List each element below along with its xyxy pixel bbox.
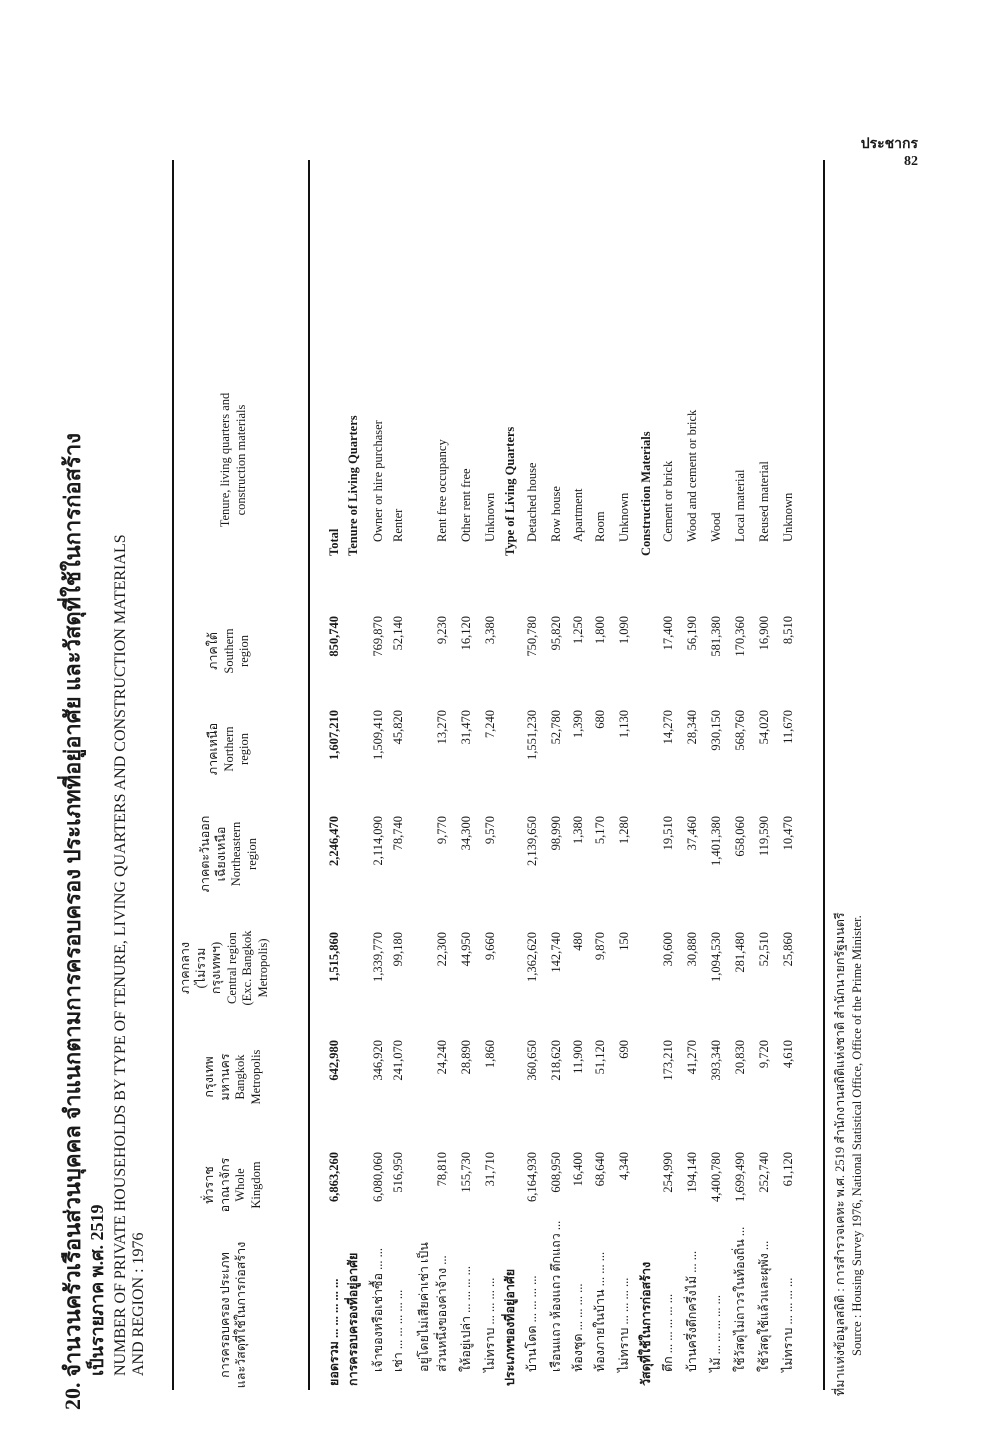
row-label-thai: การครอบครองที่อยู่อาศัย: [346, 1252, 360, 1386]
cell-value: 194,140: [685, 1152, 699, 1193]
cell-value: 11,900: [571, 1040, 585, 1074]
row-label-thai: เรือนแถว ห้องแถว ตึกแถว ...: [549, 1220, 563, 1372]
row-label-english: Room: [593, 511, 607, 542]
cell-value: 31,710: [483, 1152, 497, 1187]
cell-value: 17,400: [661, 616, 675, 651]
table-row: [568, 160, 588, 1390]
cell-value: 1,280: [617, 816, 631, 845]
row-label-english: Tenure of Living Quarters: [346, 415, 360, 556]
cell-value: 581,380: [709, 616, 723, 657]
cell-value: 850,740: [327, 616, 341, 657]
cell-value: 16,900: [757, 616, 771, 651]
cell-value: 281,480: [733, 932, 747, 973]
cell-value: 8,510: [781, 616, 795, 645]
cell-value: 28,890: [459, 1040, 473, 1075]
cell-value: 52,140: [391, 616, 405, 651]
cell-value: 24,240: [435, 1040, 449, 1075]
cell-value: 218,620: [549, 1040, 563, 1081]
cell-value: 642,980: [327, 1040, 341, 1081]
section-label: ประชากร: [860, 137, 918, 152]
cell-value: 99,180: [391, 932, 405, 967]
cell-value: 173,210: [661, 1040, 675, 1081]
table-title: [60, 150, 148, 1410]
cell-value: 78,740: [391, 816, 405, 851]
cell-value: 1,509,410: [371, 710, 385, 760]
table-body: [310, 160, 825, 1390]
cell-value: 9,870: [593, 932, 607, 961]
title-thai-line1: จำนวนครัวเรือนส่วนบุคคล จำแนกตามการครอบครอง ประเภทที่อยู่อาศัย และวัสดุที่ใช้ในการก่อสร้าง: [60, 433, 85, 1377]
cell-value: 7,240: [483, 710, 497, 739]
row-label-thai: เช่า ... ... ... ... ...: [391, 1289, 405, 1372]
cell-value: 25,860: [781, 932, 795, 967]
table-row: [778, 160, 798, 1390]
cell-value: 6,863,260: [327, 1152, 341, 1202]
cell-value: 37,460: [685, 816, 699, 851]
cell-value: 170,360: [733, 616, 747, 657]
table-row: [614, 160, 634, 1390]
header-southern: ภาคใต้ Southern region: [206, 628, 251, 674]
cell-value: 16,120: [459, 616, 473, 651]
cell-value: 1,515,860: [327, 932, 341, 982]
cell-value: 346,920: [371, 1040, 385, 1081]
cell-value: 155,730: [459, 1152, 473, 1193]
cell-value: 52,780: [549, 710, 563, 745]
cell-value: 1,699,490: [733, 1152, 747, 1202]
cell-value: 2,246,470: [327, 816, 341, 866]
row-label-thai: ไม่ทราบ ... ... ... ...: [483, 1277, 497, 1372]
cell-value: 252,740: [757, 1152, 771, 1193]
row-label-english: Unknown: [483, 492, 497, 542]
cell-value: 11,670: [781, 710, 795, 744]
source-note: [832, 912, 866, 1396]
cell-value: 142,740: [549, 932, 563, 973]
cell-value: 150: [617, 932, 631, 951]
table-row: [343, 160, 363, 1390]
table-row: [480, 160, 500, 1390]
table-header: [172, 160, 310, 1390]
row-label-thai: ให้อยู่เปล่า ... ... ... ...: [459, 1265, 473, 1372]
cell-value: 241,070: [391, 1040, 405, 1081]
cell-value: 1,130: [617, 710, 631, 739]
cell-value: 690: [617, 1040, 631, 1059]
table-row: [706, 160, 726, 1390]
cell-value: 44,950: [459, 932, 473, 967]
header-northern: ภาคเหนือ Northern region: [206, 722, 251, 776]
row-label-english: Row house: [549, 486, 563, 542]
cell-value: 4,610: [781, 1040, 795, 1069]
source-english: Source : Housing Survey 1976, National Statistical Office, Office of the Prime Minister.: [850, 915, 864, 1356]
row-label-english: Unknown: [617, 492, 631, 542]
cell-value: 51,120: [593, 1040, 607, 1075]
cell-value: 516,950: [391, 1152, 405, 1193]
source-thai: ที่มาแห่งข้อมูลสถิติ : การสำรวจเคหะ พ.ศ. 2519 สำนักงานสถิติแห่งชาติ สำนักนายกรัฐมนตรี: [833, 912, 847, 1396]
cell-value: 28,340: [685, 710, 699, 745]
cell-value: 41,270: [685, 1040, 699, 1075]
cell-value: 1,362,620: [525, 932, 539, 982]
cell-value: 680: [593, 710, 607, 729]
cell-value: 1,250: [571, 616, 585, 645]
row-label-english: Apartment: [571, 488, 585, 542]
table-row: [636, 160, 656, 1390]
cell-value: 19,510: [661, 816, 675, 851]
row-label-thai: วัสดุที่ใช้ในการก่อสร้าง: [639, 1261, 653, 1386]
cell-value: 9,570: [483, 816, 497, 845]
cell-value: 10,470: [781, 816, 795, 851]
table-row: [658, 160, 678, 1390]
cell-value: 22,300: [435, 932, 449, 967]
cell-value: 1,090: [617, 616, 631, 645]
header-bangkok: กรุงเทพ มหานคร Bangkok Metropolis: [202, 1049, 263, 1105]
header-english-label: Tenure, living quarters and construction materials: [218, 392, 248, 528]
cell-value: 1,607,210: [327, 710, 341, 760]
cell-value: 1,380: [571, 816, 585, 845]
cell-value: 9,720: [757, 1040, 771, 1069]
table-row: [546, 160, 566, 1390]
cell-value: 13,270: [435, 710, 449, 745]
table-row: [368, 160, 388, 1390]
row-label-thai: ยอดรวม ... ... ... ... ...: [327, 1278, 341, 1386]
row-label-english: Local material: [733, 469, 747, 542]
title-english-line1: NUMBER OF PRIVATE HOUSEHOLDS BY TYPE OF TENURE, LIVING QUARTERS AND CONSTRUCTION MATERIALS: [112, 534, 129, 1376]
row-label-thai: ไม่ทราบ ... ... ... ...: [617, 1277, 631, 1372]
cell-value: 14,270: [661, 710, 675, 745]
row-label-english: Renter: [391, 508, 405, 542]
cell-value: 254,990: [661, 1152, 675, 1193]
cell-value: 95,820: [549, 616, 563, 651]
title-thai-line2: เป็นรายภาค พ.ศ. 2519: [87, 1204, 107, 1376]
row-label-thai: เจ้าของหรือเช่าซื้อ ... ...: [371, 1248, 385, 1372]
row-label-english: Wood and cement or brick: [685, 409, 699, 542]
row-label-english: Total: [327, 528, 341, 556]
table-row: [500, 160, 520, 1390]
cell-value: 4,400,780: [709, 1152, 723, 1202]
cell-value: 20,830: [733, 1040, 747, 1075]
row-label-thai: ห้องภายในบ้าน ... ... ...: [593, 1251, 607, 1372]
cell-value: 56,190: [685, 616, 699, 651]
row-label-thai: ประเภทของที่อยู่อาศัย: [503, 1268, 517, 1386]
rotated-page: [60, 150, 940, 1410]
cell-value: 16,400: [571, 1152, 585, 1187]
row-label-thai: ส่วนหนึ่งของค่าจ้าง ...: [435, 1255, 449, 1372]
cell-value: 2,114,090: [371, 816, 385, 866]
row-label-english: Type of Living Quarters: [503, 426, 517, 556]
row-label-thai: ตึก ... ... ... ... ...: [661, 1293, 675, 1372]
cell-value: 3,380: [483, 616, 497, 645]
table-row: [456, 160, 476, 1390]
row-label-thai: บ้านครึ่งตึกครึ่งไม้ ... ...: [685, 1250, 699, 1372]
row-label-english: Cement or brick: [661, 460, 675, 542]
cell-value: 4,340: [617, 1152, 631, 1181]
table-row: [432, 160, 452, 1390]
cell-value: 480: [571, 932, 585, 951]
cell-value: 6,080,060: [371, 1152, 385, 1202]
table-number: 20.: [60, 1382, 85, 1410]
row-label-english: Construction Materials: [639, 431, 653, 556]
cell-value: 1,339,770: [371, 932, 385, 982]
table-row: [324, 160, 344, 1390]
data-table: [172, 160, 825, 1390]
cell-value: 9,770: [435, 816, 449, 845]
cell-value: 393,340: [709, 1040, 723, 1081]
table-row: [522, 160, 542, 1390]
cell-value: 68,640: [593, 1152, 607, 1187]
cell-value: 1,551,230: [525, 710, 539, 760]
cell-value: 61,120: [781, 1152, 795, 1187]
cell-value: 1,390: [571, 710, 585, 739]
cell-value: 78,810: [435, 1152, 449, 1187]
page-number: 82: [904, 154, 918, 169]
row-label-english: Other rent free: [459, 468, 473, 542]
cell-value: 568,760: [733, 710, 747, 751]
row-label-english: Owner or hire purchaser: [371, 420, 385, 542]
row-label-thai: ใช้วัสดุใช้แล้วและผุพัง ...: [757, 1240, 771, 1372]
cell-value: 31,470: [459, 710, 473, 745]
row-label-thai: บ้านโดด ... ... ... ...: [525, 1275, 539, 1372]
cell-value: 6,164,930: [525, 1152, 539, 1202]
header-whole-kingdom: ทั่วราช อาณาจักร Whole Kingdom: [202, 1157, 263, 1213]
row-label-thai: ห้องชุด ... ... ... ...: [571, 1283, 585, 1372]
cell-value: 769,870: [371, 616, 385, 657]
cell-value: 30,600: [661, 932, 675, 967]
row-label-english: Unknown: [781, 492, 795, 542]
row-label-english: Reused material: [757, 461, 771, 542]
title-english-line2: AND REGION : 1976: [130, 1232, 147, 1376]
cell-value: 9,660: [483, 932, 497, 961]
cell-value: 34,300: [459, 816, 473, 851]
cell-value: 1,860: [483, 1040, 497, 1069]
cell-value: 52,510: [757, 932, 771, 967]
row-label-english: Wood: [709, 512, 723, 542]
cell-value: 98,990: [549, 816, 563, 851]
cell-value: 930,150: [709, 710, 723, 751]
table-row: [754, 160, 774, 1390]
table-row: [682, 160, 702, 1390]
cell-value: 54,020: [757, 710, 771, 745]
cell-value: 45,820: [391, 710, 405, 745]
header-thai-label: การครอบครอง ประเภท และวัสดุที่ใช้ในการก่อสร้าง: [218, 1241, 248, 1389]
cell-value: 5,170: [593, 816, 607, 845]
row-label-thai: ไม่ทราบ ... ... ... ...: [781, 1277, 795, 1372]
row-label-english: Rent free occupancy: [435, 439, 449, 542]
cell-value: 1,401,380: [709, 816, 723, 866]
table-row: [388, 160, 408, 1390]
table-row: [414, 160, 434, 1390]
cell-value: 119,590: [757, 816, 771, 857]
header-central: ภาคกลาง (ไม่รวม กรุงเทพฯ) Central region (Exc. Bangkok Metropolis): [178, 930, 270, 1006]
table-row: [730, 160, 750, 1390]
row-label-thai: ไม้ ... ... ... ... ...: [709, 1294, 723, 1372]
table-row: [590, 160, 610, 1390]
row-label-english: Detached house: [525, 462, 539, 542]
header-northeastern: ภาคตะวันออก เฉียงเหนือ Northeastern region: [198, 815, 259, 893]
cell-value: 9,230: [435, 616, 449, 645]
cell-value: 1,800: [593, 616, 607, 645]
cell-value: 608,950: [549, 1152, 563, 1193]
row-label-thai: ใช้วัสดุไม่ถาวรในท้องถิ่น ...: [733, 1226, 747, 1372]
cell-value: 658,060: [733, 816, 747, 857]
cell-value: 360,650: [525, 1040, 539, 1081]
cell-value: 2,139,650: [525, 816, 539, 866]
row-label-thai: อยู่โดยไม่เสียค่าเช่า เป็น: [417, 1242, 431, 1372]
cell-value: 30,880: [685, 932, 699, 967]
cell-value: 750,780: [525, 616, 539, 657]
cell-value: 1,094,530: [709, 932, 723, 982]
